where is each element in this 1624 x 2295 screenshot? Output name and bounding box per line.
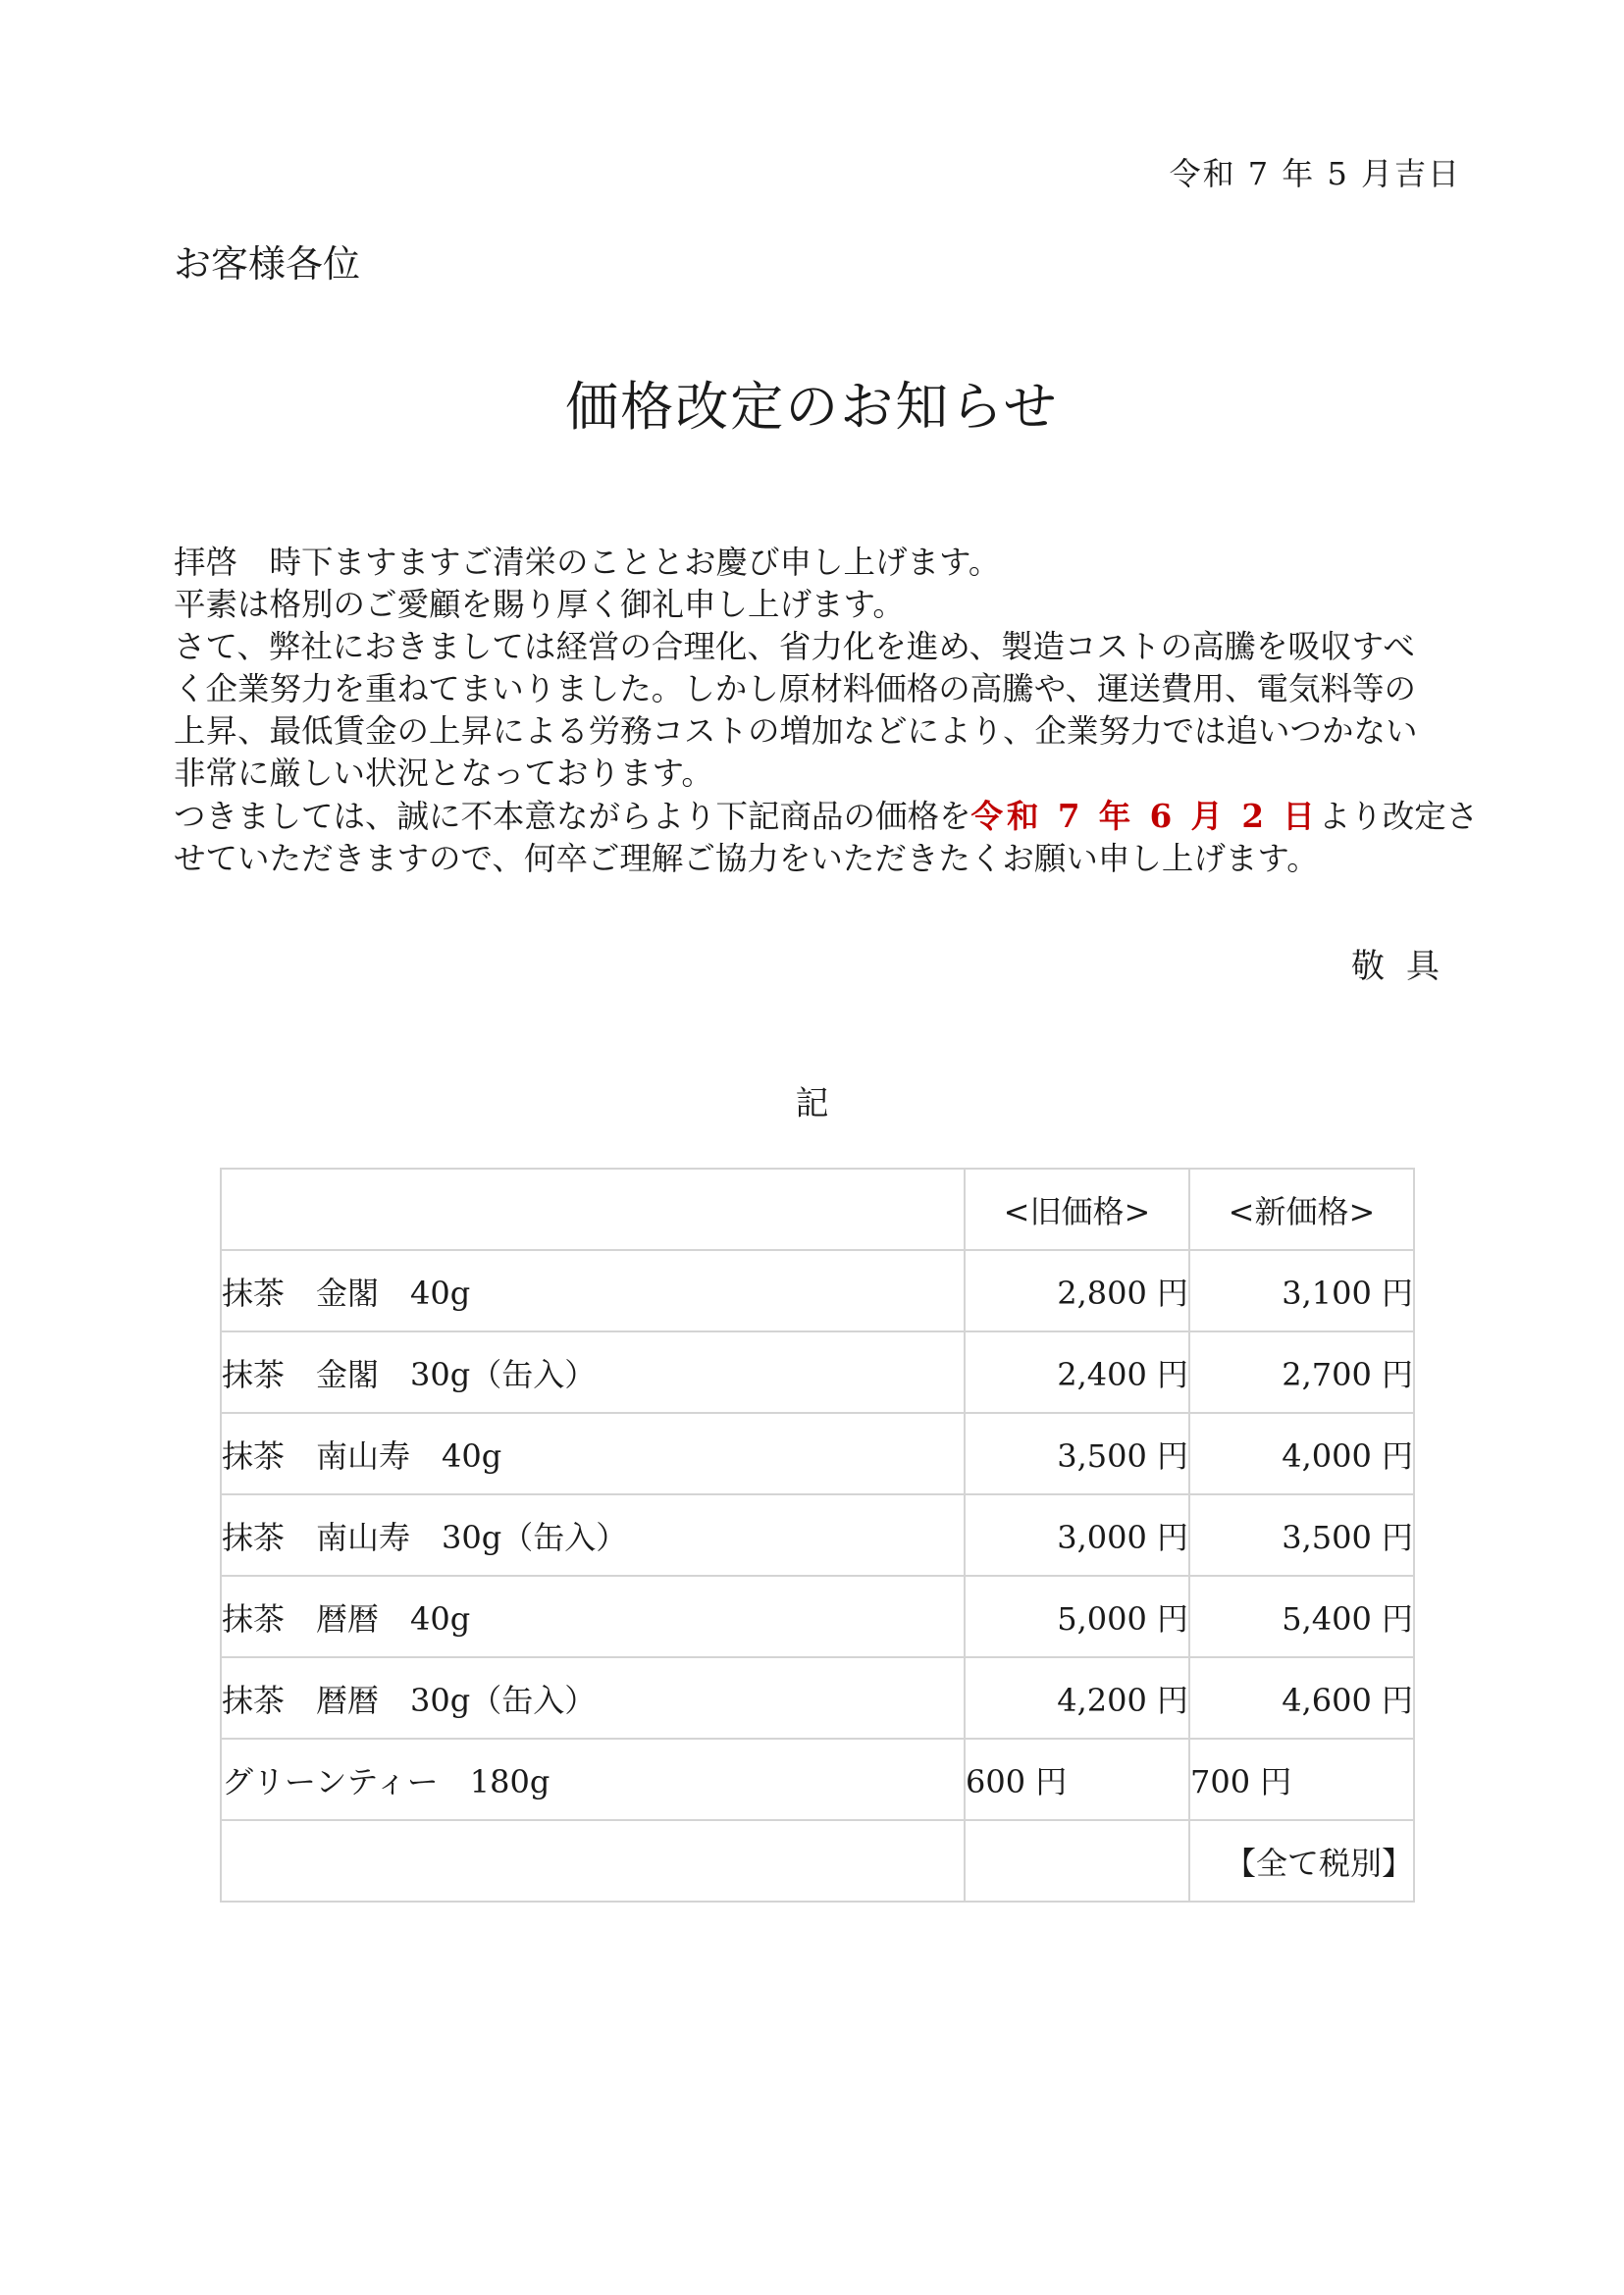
old-price: 3,000 円: [965, 1494, 1189, 1576]
table-row: [221, 1657, 1414, 1739]
old-price: 3,500 円: [965, 1413, 1189, 1494]
table-header-row: [221, 1169, 1414, 1250]
body-line-greeting: 拝啓 時下ますますご清栄のこととお慶び申し上げます。: [174, 544, 1001, 581]
body-line: 非常に厳しい状況となっております。: [174, 755, 713, 792]
body-line: 上昇、最低賃金の上昇による労務コストの増加などにより、企業努力では追いつかない: [174, 712, 1418, 750]
table-row: [221, 1413, 1414, 1494]
table-row: [221, 1494, 1414, 1576]
old-price: 2,800 円: [965, 1250, 1189, 1331]
body-line-request: せていただきますので、何卒ご理解ご協力をいただきたくお願い申し上げます。: [174, 840, 1319, 877]
new-price: 4,600 円: [1189, 1657, 1414, 1739]
table-row: [221, 1739, 1414, 1820]
product-name: 抹茶 暦暦 30g（缶入）: [221, 1657, 965, 1739]
new-price: 5,400 円: [1189, 1576, 1414, 1657]
body-line-thanks: 平素は格別のご愛顧を賜り厚く御礼申し上げます。: [174, 586, 905, 623]
table-footer-row: [221, 1820, 1414, 1902]
tax-note: 【全て税別】: [1189, 1820, 1414, 1902]
product-name: グリーンティー 180g: [221, 1739, 965, 1820]
header-name-cell: [221, 1169, 965, 1250]
letter-body: [174, 542, 1479, 880]
new-price: 2,700 円: [1189, 1331, 1414, 1413]
product-name: 抹茶 南山寿 30g（缶入）: [221, 1494, 965, 1576]
old-price: 5,000 円: [965, 1576, 1189, 1657]
table-row: [221, 1331, 1414, 1413]
product-name: 抹茶 暦暦 40g: [221, 1576, 965, 1657]
new-price: 4,000 円: [1189, 1413, 1414, 1494]
body-line: く企業努力を重ねてまいりました。しかし原材料価格の高騰や、運送費用、電気料等の: [174, 670, 1417, 707]
body-line: さて、弊社におきましては経営の合理化、省力化を進め、製造コストの高騰を吸収すべ: [174, 628, 1415, 665]
addressee: お客様各位: [174, 242, 361, 286]
old-price: 600 円: [965, 1739, 1189, 1820]
footer-empty-cell: [221, 1820, 965, 1902]
header-old-price: <旧価格>: [965, 1169, 1189, 1250]
document-date: 令和 7 年 5 月吉日: [1169, 155, 1461, 192]
body-line-effective-date: [174, 795, 1479, 838]
table-row: [221, 1576, 1414, 1657]
product-name: 抹茶 南山寿 40g: [221, 1413, 965, 1494]
body-text-segment: より改定さ: [1318, 798, 1479, 835]
price-table: [220, 1168, 1415, 1903]
ki-heading: 記: [795, 1084, 829, 1123]
table-row: [221, 1250, 1414, 1331]
closing-keigu: 敬具: [1351, 947, 1461, 986]
body-text-segment: つきましては、誠に不本意ながらより下記商品の価格を: [174, 798, 971, 835]
product-name: 抹茶 金閣 40g: [221, 1250, 965, 1331]
new-price: 3,100 円: [1189, 1250, 1414, 1331]
old-price: 2,400 円: [965, 1331, 1189, 1413]
product-name: 抹茶 金閣 30g（缶入）: [221, 1331, 965, 1413]
document-title: 価格改定のお知らせ: [565, 376, 1059, 438]
new-price: 3,500 円: [1189, 1494, 1414, 1576]
new-price: 700 円: [1189, 1739, 1414, 1820]
header-new-price: <新価格>: [1189, 1169, 1414, 1250]
effective-date-highlight: 令和 7 年 6 月 2 日: [970, 797, 1319, 835]
old-price: 4,200 円: [965, 1657, 1189, 1739]
footer-empty-cell: [965, 1820, 1189, 1902]
